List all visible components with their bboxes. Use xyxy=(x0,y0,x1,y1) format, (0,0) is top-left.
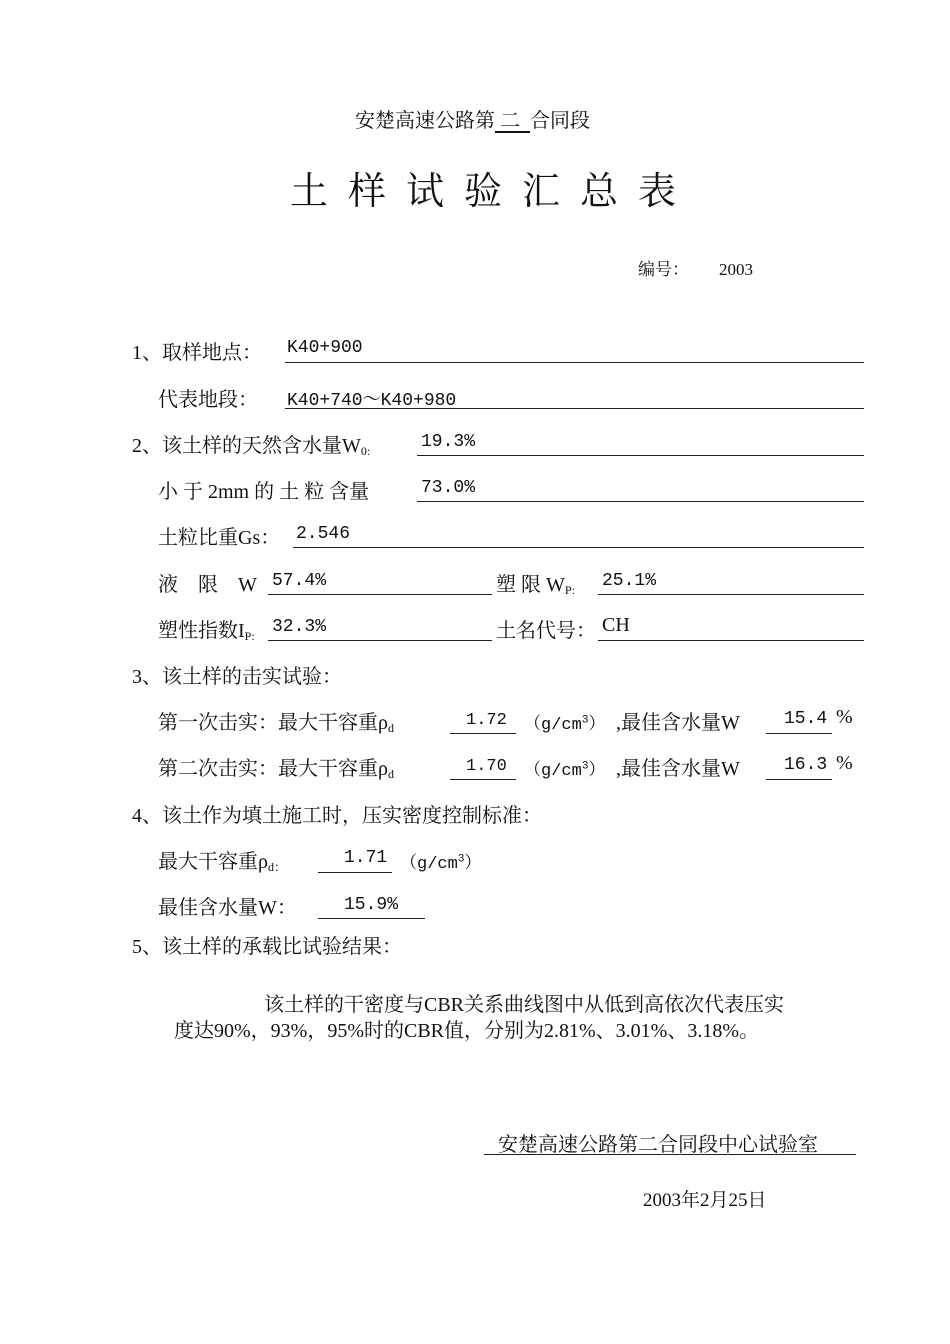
plasticity-index-underline xyxy=(268,640,492,641)
liquid-limit-value: 57.4% xyxy=(272,571,327,591)
lab-underline xyxy=(484,1154,856,1155)
trial2-label: 第二次击实：最大干容重$\rho_d$ xyxy=(158,758,394,781)
segment-value: K40+740～K40+980 xyxy=(287,391,457,411)
fine-content-underline xyxy=(417,501,864,502)
trial2-percent: % xyxy=(836,752,853,774)
plastic-limit-label: 塑 限 $W_{P:}$ xyxy=(496,574,575,597)
segment-underline xyxy=(285,408,864,409)
trial1-density-underline xyxy=(450,733,516,734)
page-title: 土样试验汇总表 xyxy=(290,171,697,213)
project-heading xyxy=(355,104,590,133)
specific-gravity-underline xyxy=(293,547,864,548)
segment-label: 代表地段： xyxy=(158,389,258,411)
trial1-water-underline xyxy=(766,733,832,734)
compaction-heading: 3、该土样的击实试验： xyxy=(132,666,342,688)
fine-content-label: 小 于 2mm 的 土 粒 含量 xyxy=(158,481,370,503)
trial1-percent: % xyxy=(836,706,853,728)
serial-label: 编号： xyxy=(638,260,689,279)
natural-water-underline xyxy=(417,455,864,456)
trial2-density: 1.70 xyxy=(466,757,507,776)
trial1-opt-water: 15.4 xyxy=(784,709,828,729)
max-density-underline xyxy=(318,872,392,873)
trial1-density: 1.72 xyxy=(466,711,507,730)
trial1-opt-water-label: ,最佳含水量W xyxy=(616,712,740,734)
serial-number xyxy=(638,255,753,280)
trial2-opt-water: 16.3 xyxy=(784,755,828,775)
soil-code-value: CH xyxy=(602,614,630,636)
opt-water-underline xyxy=(318,918,425,919)
fill-standard-heading: 4、该土作为填土施工时，压实密度控制标准： xyxy=(132,805,542,827)
plastic-limit-underline xyxy=(598,594,864,595)
trial2-water-underline xyxy=(766,779,832,780)
project-prefix: 安楚高速公路第 xyxy=(355,110,495,132)
trial1-unit: $(g/cm^3)$ xyxy=(524,714,606,735)
max-density-unit: $(g/cm^3)$ xyxy=(400,853,482,874)
specific-gravity-value: 2.546 xyxy=(296,524,351,544)
max-density-label: 最大干容重$\rho_{d:}$ xyxy=(158,851,286,874)
lab-name: 安楚高速公路第二合同段中心试验室 xyxy=(498,1134,818,1156)
trial2-unit: $(g/cm^3)$ xyxy=(524,760,606,781)
opt-water-label: 最佳含水量W： xyxy=(158,897,297,919)
liquid-limit-label: 液 限 W xyxy=(158,574,257,596)
trial1-label: 第一次击实：最大干容重$\rho_d$ xyxy=(158,712,394,735)
location-label: 1、取样地点： xyxy=(132,342,262,364)
plasticity-index-value: 32.3% xyxy=(272,617,327,637)
section-number: 二 xyxy=(500,110,520,132)
project-suffix: 合同段 xyxy=(530,110,590,132)
cbr-result-line2: 度达90%，93%，95%时的CBR值，分别为2.81%、3.01%、3.18%。 xyxy=(174,1020,759,1042)
opt-water-value: 15.9% xyxy=(344,895,399,915)
fine-content-value: 73.0% xyxy=(421,478,476,498)
location-value: K40+900 xyxy=(287,338,363,358)
plastic-limit-value: 25.1% xyxy=(602,571,657,591)
soil-code-underline xyxy=(598,640,864,641)
liquid-limit-underline xyxy=(268,594,492,595)
specific-gravity-label: 土粒比重Gs： xyxy=(158,527,281,549)
cbr-heading: 5、该土样的承载比试验结果： xyxy=(132,936,402,958)
natural-water-label: 2、该土样的天然含水量$W_{0:}$ xyxy=(132,435,371,458)
natural-water-value: 19.3% xyxy=(421,432,476,452)
soil-code-label: 土名代号： xyxy=(496,620,596,642)
serial-value: 2003 xyxy=(719,260,753,279)
trial2-density-underline xyxy=(450,779,516,780)
plasticity-index-label: 塑性指数$I_{P:}$ xyxy=(158,620,255,643)
max-density-value: 1.71 xyxy=(344,848,388,868)
location-underline xyxy=(285,362,864,363)
trial2-opt-water-label: ,最佳含水量W xyxy=(616,758,740,780)
cbr-result-line1: 该土样的干密度与CBR关系曲线图中从低到高依次代表压实 xyxy=(264,994,785,1016)
report-date: 2003年2月25日 xyxy=(643,1190,767,1211)
